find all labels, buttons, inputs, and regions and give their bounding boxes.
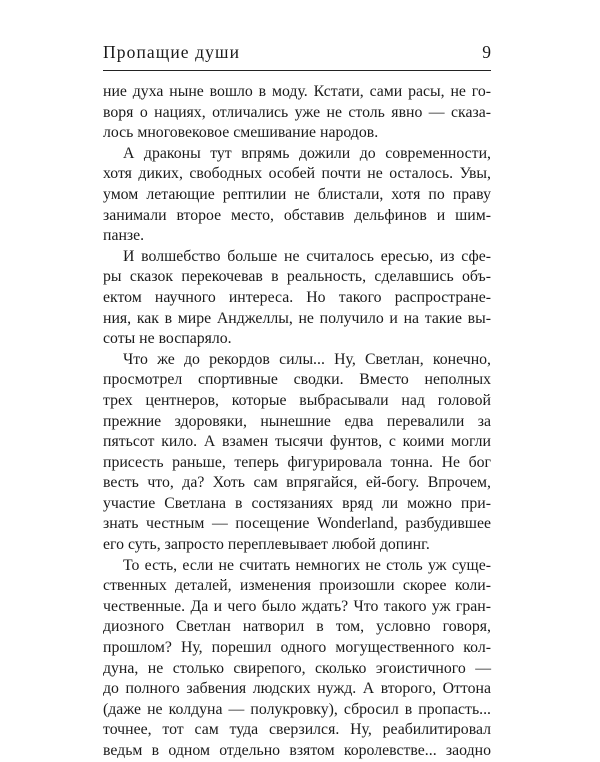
paragraph [103, 247, 491, 350]
text-line: участие Светлана в состязаниях вряд ли можно при- [103, 494, 491, 512]
text-line: умом летающие рептилии не блистали, хотя по праву [103, 185, 491, 203]
text-line: чественные. Да и чего было ждать? Что такого уж гран- [103, 597, 491, 615]
text-line: соты не воспаряло. [103, 330, 232, 348]
text-line: лось многовековое смешивание народов. [103, 124, 379, 142]
text-line: занимали второе место, обставив дельфинов и шим- [103, 206, 491, 224]
text-line: ектом научного интереса. Но такого распростране- [103, 288, 491, 306]
text-line: панзе. [103, 227, 145, 245]
text-line: Что же до рекордов силы... Ну, Светлан, конечно, [123, 350, 491, 368]
text-line: до полного забвения людских нужд. А второго, Оттона [103, 680, 491, 698]
text-line: ры сказок перекочевав в реальность, сделавшись объ- [103, 268, 491, 286]
paragraph [103, 144, 491, 247]
text-line: прежние здоровяки, нынешние едва перевалили за [103, 412, 491, 430]
text-line: воря о нациях, отличались уже не столь явно — сказа- [103, 103, 491, 121]
text-line: хотя диких, свободных особей почти не осталось. Увы, [103, 165, 491, 183]
paragraph [103, 556, 491, 762]
text-line: точнее, тот сам туда сверзился. Ну, реабилитировал [103, 721, 491, 739]
text-line: То есть, если не считать немногих не столь уж суще- [123, 556, 491, 574]
body-text [103, 82, 491, 762]
page-number: 9 [482, 42, 491, 62]
text-line: знать честным — посещение Wonderland, разбудившее [103, 515, 491, 533]
running-title: Пропащие души [103, 42, 241, 62]
paragraph [103, 82, 491, 144]
text-line: (даже не колдуна — полукровку), сбросил в пропасть... [103, 700, 491, 718]
text-line: А драконы тут впрямь дожили до современности, [123, 144, 491, 162]
text-line: просмотрел спортивные сводки. Вместо неполных [103, 371, 491, 389]
text-line: его суть, запросто переплевывает любой допинг. [103, 536, 430, 554]
text-line: ние духа ныне вошло в моду. Кстати, сами расы, не го- [103, 83, 491, 100]
text-line: диозного Светлан натворил в том, условно говоря, [103, 618, 491, 636]
paragraph [103, 350, 491, 556]
text-line: присесть раньше, теперь фигурировала тонна. Не бог [103, 453, 491, 471]
text-line: ведьм в одном отдельно взятом королевстве... заодно [103, 742, 491, 759]
text-line: ния, как в мире Анджеллы, не получило и на такие вы- [103, 309, 491, 327]
text-line: ственных деталей, изменения произошли скорее коли- [103, 577, 491, 595]
text-line: пятьсот кило. А взамен тысячи фунтов, с коими могли [103, 433, 491, 451]
text-line: дуна, не столько свирепого, сколько эгоистичного — [103, 659, 491, 677]
text-line: И волшебство больше не считалось ересью, из сфе- [123, 247, 491, 265]
running-header [103, 40, 491, 71]
text-line: прошлом? Ну, порешил одного могущественного кол- [103, 639, 491, 657]
text-line: весть что, да? Хоть сам впрягайся, ей-богу. Впрочем, [103, 474, 491, 492]
text-line: трех центнеров, которые выбрасывали над головой [103, 391, 491, 409]
